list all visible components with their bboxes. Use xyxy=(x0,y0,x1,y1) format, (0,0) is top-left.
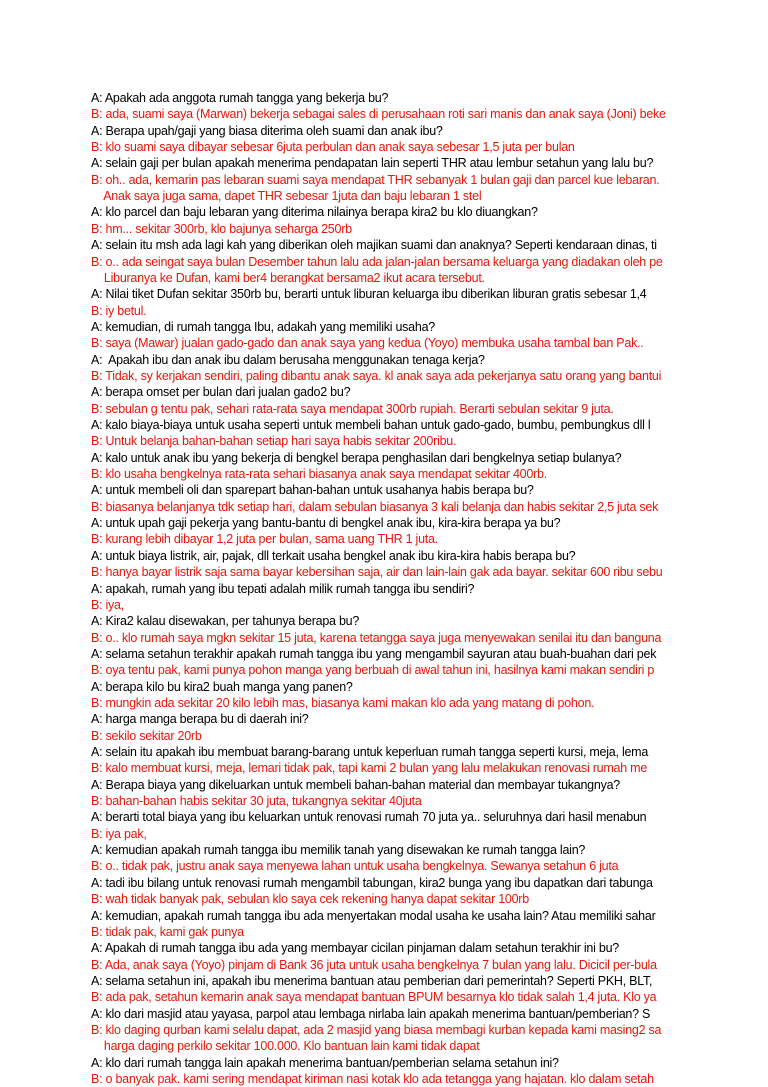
question-line: A: Berapa biaya yang dikeluarkan untuk membeli bahan-bahan material dan membayar tukangnya? xyxy=(91,777,620,792)
question-line: A: tadi ibu bilang untuk renovasi rumah mengambil tabungan, kira2 bunga yang ibu dapatkan dari tabunga xyxy=(91,875,653,890)
question-line: A: kalo untuk anak ibu yang bekerja di bengkel berapa penghasilan dari bengkelnya setiap bulanya? xyxy=(91,450,622,465)
answer-line: Liburanya ke Dufan, kami ber4 berangkat bersama2 ikut acara tersebut. xyxy=(91,270,485,285)
answer-line: B: oya tentu pak, kami punya pohon manga yang berbuah di awal tahun ini, hasilnya kami makan sendiri p xyxy=(91,663,655,678)
answer-line: B: klo usaha bengkelnya rata-rata sehari biasanya anak saya mendapat sekitar 400rb. xyxy=(91,467,547,482)
answer-line: B: Tidak, sy kerjakan sendiri, paling dibantu anak saya. kl anak saya ada pekerjanya satu orang yang bantui xyxy=(91,368,662,383)
answer-line: B: klo suami saya dibayar sebesar 6juta perbulan dan anak saya sebesar 1,5 juta per bulan xyxy=(91,140,575,155)
question-line: A: Kira2 kalau disewakan, per tahunya berapa bu? xyxy=(91,614,360,629)
question-line: A: harga manga berapa bu di daerah ini? xyxy=(91,712,309,727)
answer-line: B: iy betul. xyxy=(91,303,147,318)
question-line: A: selama setahun ini, apakah ibu menerima bantuan atau pemberian dari pemerintah? Seperti PKH, BLT, xyxy=(91,973,653,988)
answer-line: B: wah tidak banyak pak, sebulan klo saya cek rekening hanya dapat sekitar 100rb xyxy=(91,892,529,907)
question-line: A: untuk membeli oli dan sparepart bahan-bahan untuk usahanya habis berapa bu? xyxy=(91,483,534,498)
answer-line: B: tidak pak, kami gak punya xyxy=(91,924,244,939)
answer-line: B: klo daging qurban kami selalu dapat, ada 2 masjid yang biasa membagi kurban kepada kami masing2 sa xyxy=(91,1022,662,1037)
question-line: A: Nilai tiket Dufan sekitar 350rb bu, berarti untuk liburan keluarga ibu diberikan liburan gratis sebesar 1,4 xyxy=(91,287,647,302)
question-line: A: untuk biaya listrik, air, pajak, dll terkait usaha bengkel anak ibu kira-kira habis berapa bu? xyxy=(91,548,576,563)
answer-line: B: o.. klo rumah saya mgkn sekitar 15 juta, karena tetangga saya juga menyewakan senilai itu dan banguna xyxy=(91,630,662,645)
question-line: A: apakah, rumah yang ibu tepati adalah milik rumah tangga ibu sendiri? xyxy=(91,581,475,596)
answer-line: B: kurang lebih dibayar 1,2 juta per bulan, sama uang THR 1 juta. xyxy=(91,532,438,547)
answer-line: B: saya (Mawar) jualan gado-gado dan anak saya yang kedua (Yoyo) membuka usaha tambal ban Pak.. xyxy=(91,336,644,351)
answer-line: B: iya pak, xyxy=(91,826,147,841)
question-line: A: Apakah ibu dan anak ibu dalam berusaha menggunakan tenaga kerja? xyxy=(91,352,485,367)
answer-line: B: Untuk belanja bahan-bahan setiap hari saya habis sekitar 200ribu. xyxy=(91,434,457,449)
answer-line: B: o banyak pak. kami sering mendapat kiriman nasi kotak klo ada tetangga yang hajatan. klo dalam setah xyxy=(91,1072,654,1086)
answer-line: B: sekilo sekitar 20rb xyxy=(91,728,202,743)
answer-line: B: Ada, anak saya (Yoyo) pinjam di Bank 36 juta untuk usaha bengkelnya 7 bulan yang lalu. Dicicil per-bula xyxy=(91,957,657,972)
answer-line: B: ada pak, setahun kemarin anak saya mendapat bantuan BPUM besarnya klo tidak salah 1,4 juta. Klo ya xyxy=(91,990,657,1005)
answer-line: B: hanya bayar listrik saja sama bayar kebersihan saja, air dan lain-lain gak ada bayar. sekitar 600 ribu sebu xyxy=(91,565,663,580)
question-line: A: Apakah ada anggota rumah tangga yang bekerja bu? xyxy=(91,91,389,105)
answer-line: B: ada, suami saya (Marwan) bekerja sebagai sales di perusahaan roti sari manis dan anak saya (Joni) beke xyxy=(91,107,666,122)
question-line: A: selama setahun terakhir apakah rumah tangga ibu yang mengambil sayuran atau buah-buahan dari pek xyxy=(91,646,657,661)
question-line: A: berapa omset per bulan dari jualan gado2 bu? xyxy=(91,385,351,400)
answer-line: B: sebulan g tentu pak, sehari rata-rata saya mendapat 300rb rupiah. Berarti sebulan sekitar 9 juta. xyxy=(91,401,614,416)
question-line: A: klo dari masjid atau yayasa, parpol atau lembaga nirlaba lain apakah menerima bantuan/pemberian? S xyxy=(91,1006,651,1021)
question-line: A: selain itu msh ada lagi kah yang diberikan oleh majikan suami dan anaknya? Seperti kendaraan dinas, ti xyxy=(91,238,657,253)
answer-line: B: oh.. ada, kemarin pas lebaran suami saya mendapat THR sebanyak 1 bulan gaji dan parcel kue lebaran. xyxy=(91,172,660,187)
question-line: A: kemudian apakah rumah tangga ibu memilik tanah yang disewakan ke rumah tangga lain? xyxy=(91,843,586,858)
answer-line: B: mungkin ada sekitar 20 kilo lebih mas, biasanya kami makan klo ada yang matang di pohon. xyxy=(91,695,595,710)
answer-line: B: o.. ada seingat saya bulan Desember tahun lalu ada jalan-jalan bersama keluarga yang diadakan oleh pe xyxy=(91,254,663,269)
question-line: A: Berapa upah/gaji yang biasa diterima oleh suami dan anak ibu? xyxy=(91,123,443,138)
answer-line: B: kalo membuat kursi, meja, lemari tidak pak, tapi kami 2 bulan yang lalu melakukan renovasi rumah me xyxy=(91,761,648,776)
question-line: A: berarti total biaya yang ibu keluarkan untuk renovasi rumah 70 juta ya.. seluruhnya dari hasil menabun xyxy=(91,810,647,825)
answer-line: B: iya, xyxy=(91,597,124,612)
question-line: A: Apakah di rumah tangga ibu ada yang membayar cicilan pinjaman dalam setahun terakhir ini bu? xyxy=(91,941,619,956)
question-line: A: untuk upah gaji pekerja yang bantu-bantu di bengkel anak ibu, kira-kira berapa ya bu? xyxy=(91,516,561,531)
answer-line: B: o.. tidak pak, justru anak saya menyewa lahan untuk usaha bengkelnya. Sewanya setahun 6 juta xyxy=(91,859,619,874)
question-line: A: kemudian, di rumah tangga Ibu, adakah yang memiliki usaha? xyxy=(91,319,435,334)
question-line: A: selain gaji per bulan apakah menerima pendapatan lain seperti THR atau lembur setahun yang lalu bu? xyxy=(91,156,654,171)
question-line: A: kemudian, apakah rumah tangga ibu ada menyertakan modal usaha ke usaha lain? Atau memiliki sahar xyxy=(91,908,656,923)
answer-line: B: hm... sekitar 300rb, klo bajunya seharga 250rb xyxy=(91,221,352,236)
question-line: A: kalo biaya-biaya untuk usaha seperti untuk membeli bahan untuk gado-gado, bumbu, pembungkus dll l xyxy=(91,418,651,432)
question-line: A: klo parcel dan baju lebaran yang diterima nilainya berapa kira2 bu klo diuangkan? xyxy=(91,205,538,220)
question-line: A: selain itu apakah ibu membuat barang-barang untuk keperluan rumah tangga seperti kursi, meja, lema xyxy=(91,745,649,759)
answer-line: B: biasanya belanjanya tdk setiap hari, dalam sebulan biasanya 3 kali belanja dan habis sekitar 2,5 juta sek xyxy=(91,499,659,514)
question-line: A: klo dari rumah tangga lain apakah menerima bantuan/pemberian selama setahun ini? xyxy=(91,1055,559,1070)
answer-line: Anak saya juga sama, dapet THR sebesar 1juta dan baju lebaran 1 stel xyxy=(91,189,482,204)
answer-line: harga daging perkilo sekitar 100.000. Klo bantuan lain kami tidak dapat xyxy=(91,1039,480,1054)
answer-line: B: bahan-bahan habis sekitar 30 juta, tukangnya sekitar 40juta xyxy=(91,794,422,809)
question-line: A: berapa kilo bu kira2 buah manga yang panen? xyxy=(91,679,353,694)
